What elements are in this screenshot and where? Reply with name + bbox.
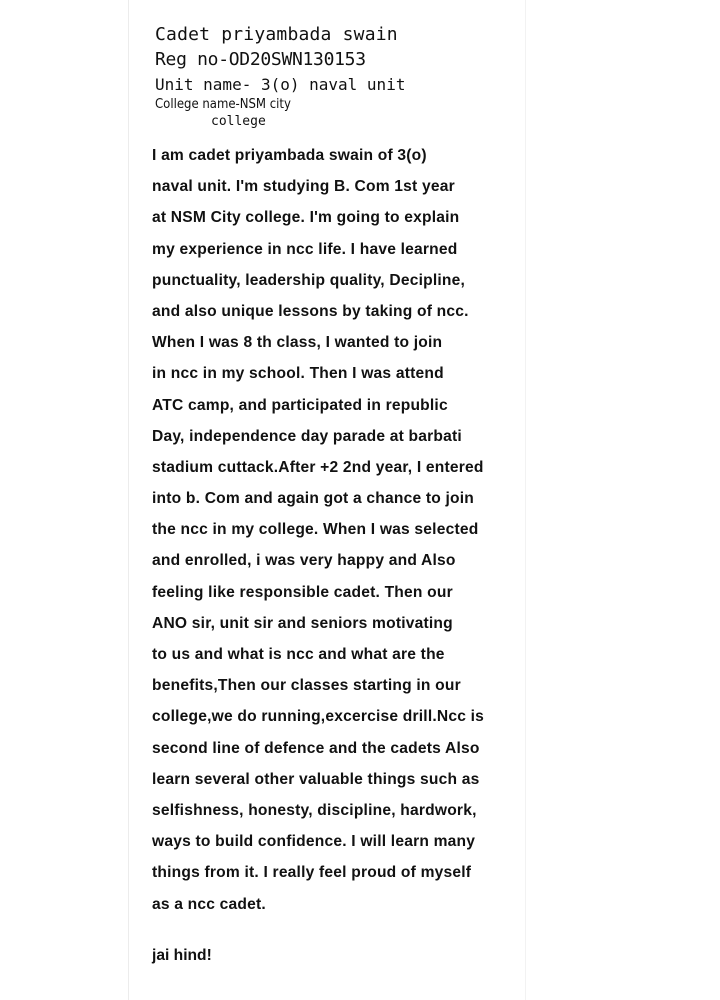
essay-line: When I was 8 th class, I wanted to join bbox=[152, 334, 443, 352]
essay-line: ANO sir, unit sir and seniors motivating bbox=[152, 614, 453, 632]
unit-name: Unit name- 3(o) naval unit bbox=[155, 75, 406, 94]
essay-line: and also unique lessons by taking of ncc. bbox=[152, 302, 469, 320]
essay-line: ways to build confidence. I will learn many bbox=[152, 833, 476, 851]
registration-number: Reg no-OD20SWN130153 bbox=[155, 49, 366, 70]
document-header bbox=[155, 22, 405, 130]
essay-line: into b. Com and again got a chance to join bbox=[152, 490, 475, 508]
essay-line: at NSM City college. I'm going to explain bbox=[152, 209, 460, 227]
essay-line: and enrolled, i was very happy and Also bbox=[152, 552, 456, 570]
essay-line: Day, independence day parade at barbati bbox=[152, 427, 462, 445]
essay-line: the ncc in my college. When I was selected bbox=[152, 521, 479, 539]
essay-line: as a ncc cadet. bbox=[152, 895, 266, 913]
essay-line: stadium cuttack.After +2 2nd year, I entered bbox=[152, 458, 484, 476]
essay-line: ATC camp, and participated in republic bbox=[152, 396, 448, 414]
essay-line: feeling like responsible cadet. Then our bbox=[152, 583, 453, 601]
college-name-line-2: college bbox=[211, 114, 266, 129]
essay-line: things from it. I really feel proud of myself bbox=[152, 864, 472, 882]
essay-body bbox=[152, 140, 524, 920]
essay-line: benefits,Then our classes starting in our bbox=[152, 677, 461, 695]
essay-line: college,we do running,excercise drill.Ncc is bbox=[152, 708, 485, 726]
essay-line: my experience in ncc life. I have learned bbox=[152, 240, 458, 258]
cadet-name: Cadet priyambada swain bbox=[155, 24, 398, 45]
essay-line: second line of defence and the cadets Also bbox=[152, 739, 480, 757]
essay-line: selfishness, honesty, discipline, hardwork, bbox=[152, 801, 477, 819]
essay-line: in ncc in my school. Then I was attend bbox=[152, 365, 444, 383]
college-name-line-1: College name-NSM city bbox=[155, 97, 291, 112]
essay-line: I am cadet priyambada swain of 3(o) bbox=[152, 147, 427, 164]
essay-line: to us and what is ncc and what are the bbox=[152, 646, 445, 663]
essay-line: naval unit. I'm studying B. Com 1st year bbox=[152, 178, 455, 196]
essay-line: learn several other valuable things such as bbox=[152, 770, 480, 788]
essay-line: punctuality, leadership quality, Decipline, bbox=[152, 271, 466, 289]
closing-salutation: jai hind! bbox=[152, 947, 212, 964]
